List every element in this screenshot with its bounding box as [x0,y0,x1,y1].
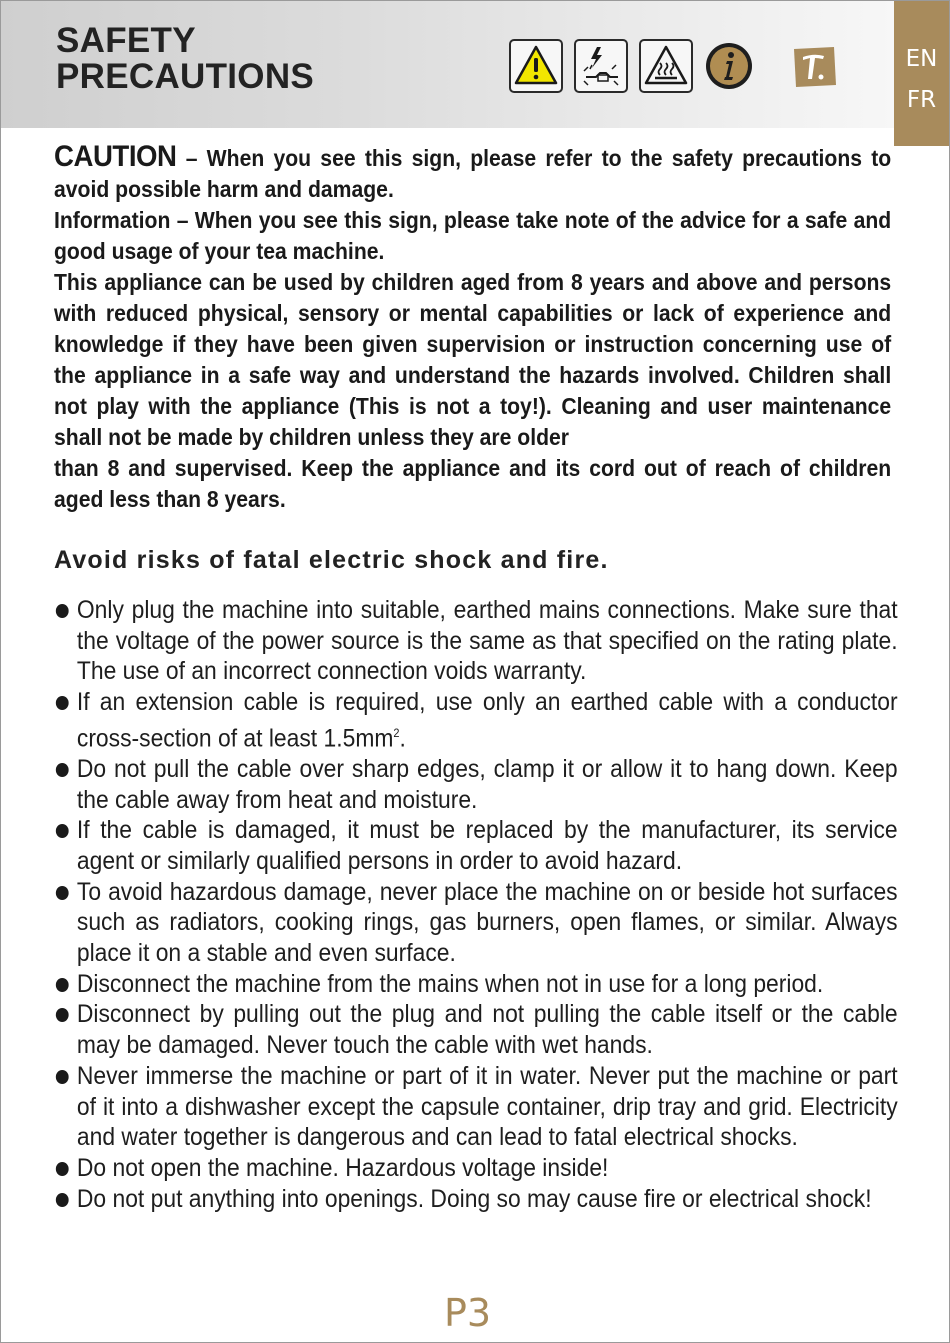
superscript: 2 [393,725,400,740]
bullet-text: Only plug the machine into suitable, earthed mains connections. Make sure that the voltage of the power source is the same as that specified on the rating plate. The use of an incorrect connection voids warranty. [76,596,898,686]
caution-word: CAUTION [54,140,177,173]
language-fr[interactable]: FR [906,87,937,113]
electric-shock-icon [574,39,628,93]
list-item [54,754,898,815]
header-banner [1,1,894,128]
bullet-dot [56,978,69,992]
page-title [56,23,456,95]
intro-text [54,141,891,515]
page-title-line-2: PRECAUTIONS [56,57,315,96]
caution-text: – When you see this sign, please refer to the safety precautions to avoid possible harm and damage. [54,145,892,202]
bullet-text: Do not open the machine. Hazardous voltage inside! [76,1153,609,1182]
list-item [54,1153,898,1184]
bullet-dot [56,886,69,900]
children-paragraph-2: than 8 and supervised. Keep the appliance and its cord out of reach of children aged less than 8 years. [54,455,892,512]
language-tab[interactable] [894,1,949,146]
page-title-line-1: SAFETY [56,21,196,60]
list-item [54,687,898,754]
bullet-dot [56,1008,69,1022]
bullet-text: To avoid hazardous damage, never place the machine on or beside hot surfaces such as radiators, cooking rings, gas burners, open flames, or similar. Always place it on a stable and even surface. [76,877,898,968]
hot-surface-icon [639,39,693,93]
page-number: P3 [443,1291,492,1335]
bullet-text: If the cable is damaged, it must be replaced by the manufacturer, its service agent or similarly qualified persons in order to avoid hazard. [76,816,898,875]
bullet-dot [56,824,69,838]
list-item [54,969,898,1000]
bullet-dot [56,1070,69,1084]
list-item [54,877,898,969]
list-item [54,595,898,687]
list-item [54,1061,898,1153]
caution-paragraph [54,141,891,205]
language-en[interactable]: EN [905,46,938,72]
list-item [54,1184,898,1215]
bullet-dot [56,1193,69,1207]
bullet-suffix: . [399,724,406,753]
information-paragraph: Information – When you see this sign, please take note of the advice for a safe and good usage of your tea machine. [54,207,892,264]
bullet-text: Never immerse the machine or part of it in water. Never put the machine or part of it into a dishwasher except the capsule container, drip tray and grid. Electricity and water together is dangerous and can lead to fatal electrical shocks. [76,1061,898,1152]
bullet-text: Do not pull the cable over sharp edges, clamp it or allow it to hang down. Keep the cable away from heat and moisture. [76,754,898,814]
section-heading: Avoid risks of fatal electric shock and fire. [54,546,609,574]
safety-bullet-list [54,595,898,1214]
bullet-text: Do not put anything into openings. Doing so may cause fire or electrical shock! [76,1184,872,1213]
info-icon [705,42,753,90]
bullet-text: Disconnect by pulling out the plug and not pulling the cable itself or the cable may be damaged. Never touch the cable with wet hands. [76,1000,898,1060]
bullet-dot [56,1162,69,1176]
bullet-text: Disconnect the machine from the mains when not in use for a long period. [76,969,824,998]
warning-icon [509,39,563,93]
bullet-text: If an extension cable is required, use only an earthed cable with a conductor cross-section of at least 1.5mm [76,688,898,753]
bullet-dot [56,763,69,777]
tea-brand-logo [790,43,838,91]
list-item [54,815,898,876]
bullet-dot [56,696,69,710]
children-paragraph-1: This appliance can be used by children aged from 8 years and above and persons with reduced physical, sensory or mental capabilities or lack of experience and knowledge if they have been given supervision or instruction concerning use of the appliance in a safe way and understand the hazards involved. Children shall not play with the appliance (This is not a toy!). Cleaning and user maintenance shall not be made by children unless they are older [54,269,892,450]
bullet-dot [56,604,69,618]
list-item [54,999,898,1060]
